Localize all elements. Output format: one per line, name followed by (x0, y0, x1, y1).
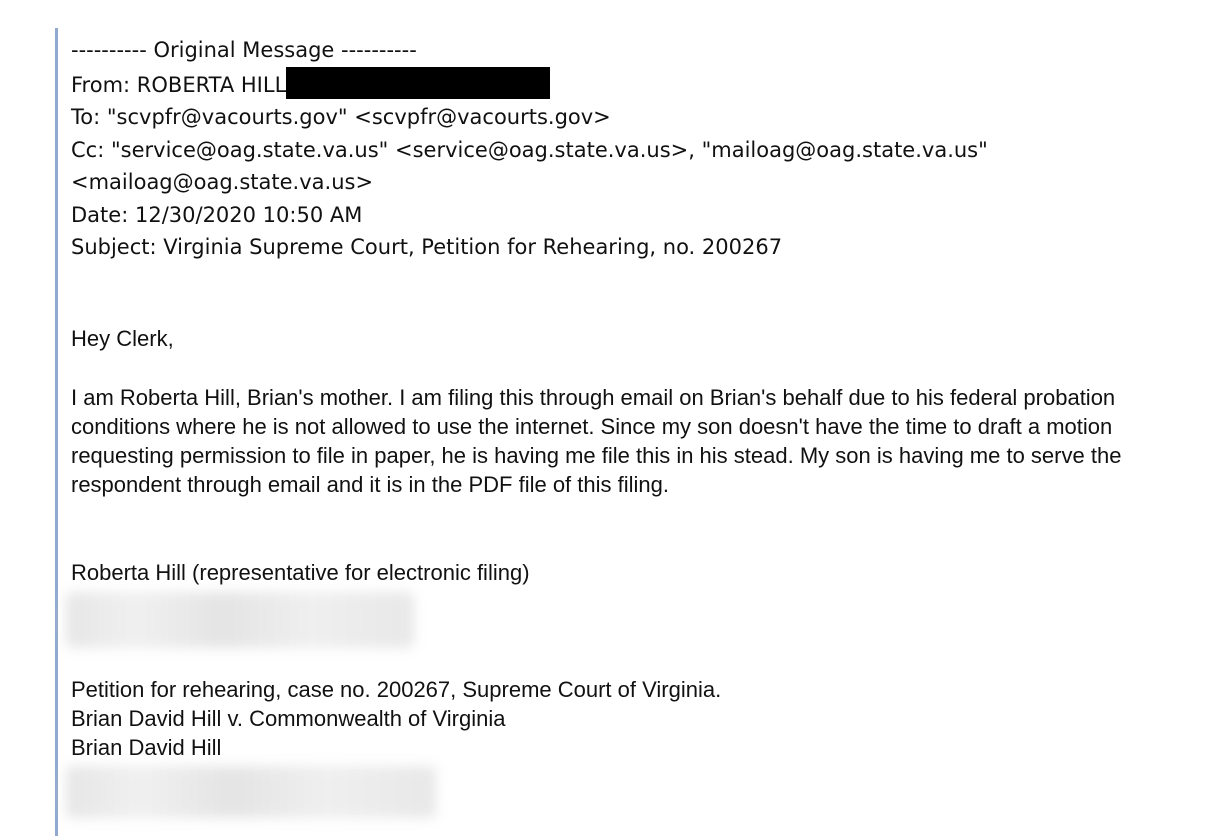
subject-label: Subject: (71, 235, 157, 259)
from-name: ROBERTA HILL (136, 72, 287, 97)
from-line (71, 67, 1171, 102)
cc-label: Cc: (71, 137, 105, 162)
date-label: Date: (71, 202, 129, 227)
to-label: To: (71, 105, 101, 129)
date-line (71, 199, 1171, 232)
cc-line-continued: <mailoag@oag.state.va.us> (71, 170, 374, 194)
greeting: Hey Clerk, (71, 326, 174, 351)
blurred-contact-info (66, 592, 414, 648)
quote-bar (55, 28, 58, 836)
subject-line (71, 231, 1171, 264)
to-value: "scvpfr@vacourts.gov" <scvpfr@vacourts.gov> (106, 105, 611, 129)
to-line (71, 101, 1171, 134)
petition-parties-line: Brian David Hill v. Commonwealth of Virginia (71, 706, 506, 731)
original-message-separator: ---------- Original Message ---------- (71, 38, 417, 62)
subject-value: Virginia Supreme Court, Petition for Rehearing, no. 200267 (163, 235, 783, 259)
petition-case-line: Petition for rehearing, case no. 200267, Supreme Court of Virginia. (71, 677, 722, 702)
cc-value: "service@oag.state.va.us" <service@oag.state.va.us>, "mailoag@oag.state.va.us" (110, 137, 988, 162)
cc-line (71, 134, 1171, 167)
blurred-address-info (66, 766, 436, 818)
petition-block (71, 675, 1171, 762)
from-label: From: (71, 72, 131, 97)
body-paragraph: I am Roberta Hill, Brian's mother. I am filing this through email on Brian's behalf due to his federal probation conditions where he is not allowed to use the internet. Since my son doesn't have the time to draft a motion requesting permission to file in paper, he is having me file this in his stead. My son is having me to serve the respondent through email and it is in the PDF file of this filing. (71, 385, 1122, 497)
petition-name-line: Brian David Hill (71, 735, 222, 760)
original-message-header (71, 34, 1171, 264)
redacted-email-block (286, 67, 550, 99)
date-value: 12/30/2020 10:50 AM (134, 202, 363, 227)
signature-line: Roberta Hill (representative for electronic filing) (71, 560, 530, 585)
